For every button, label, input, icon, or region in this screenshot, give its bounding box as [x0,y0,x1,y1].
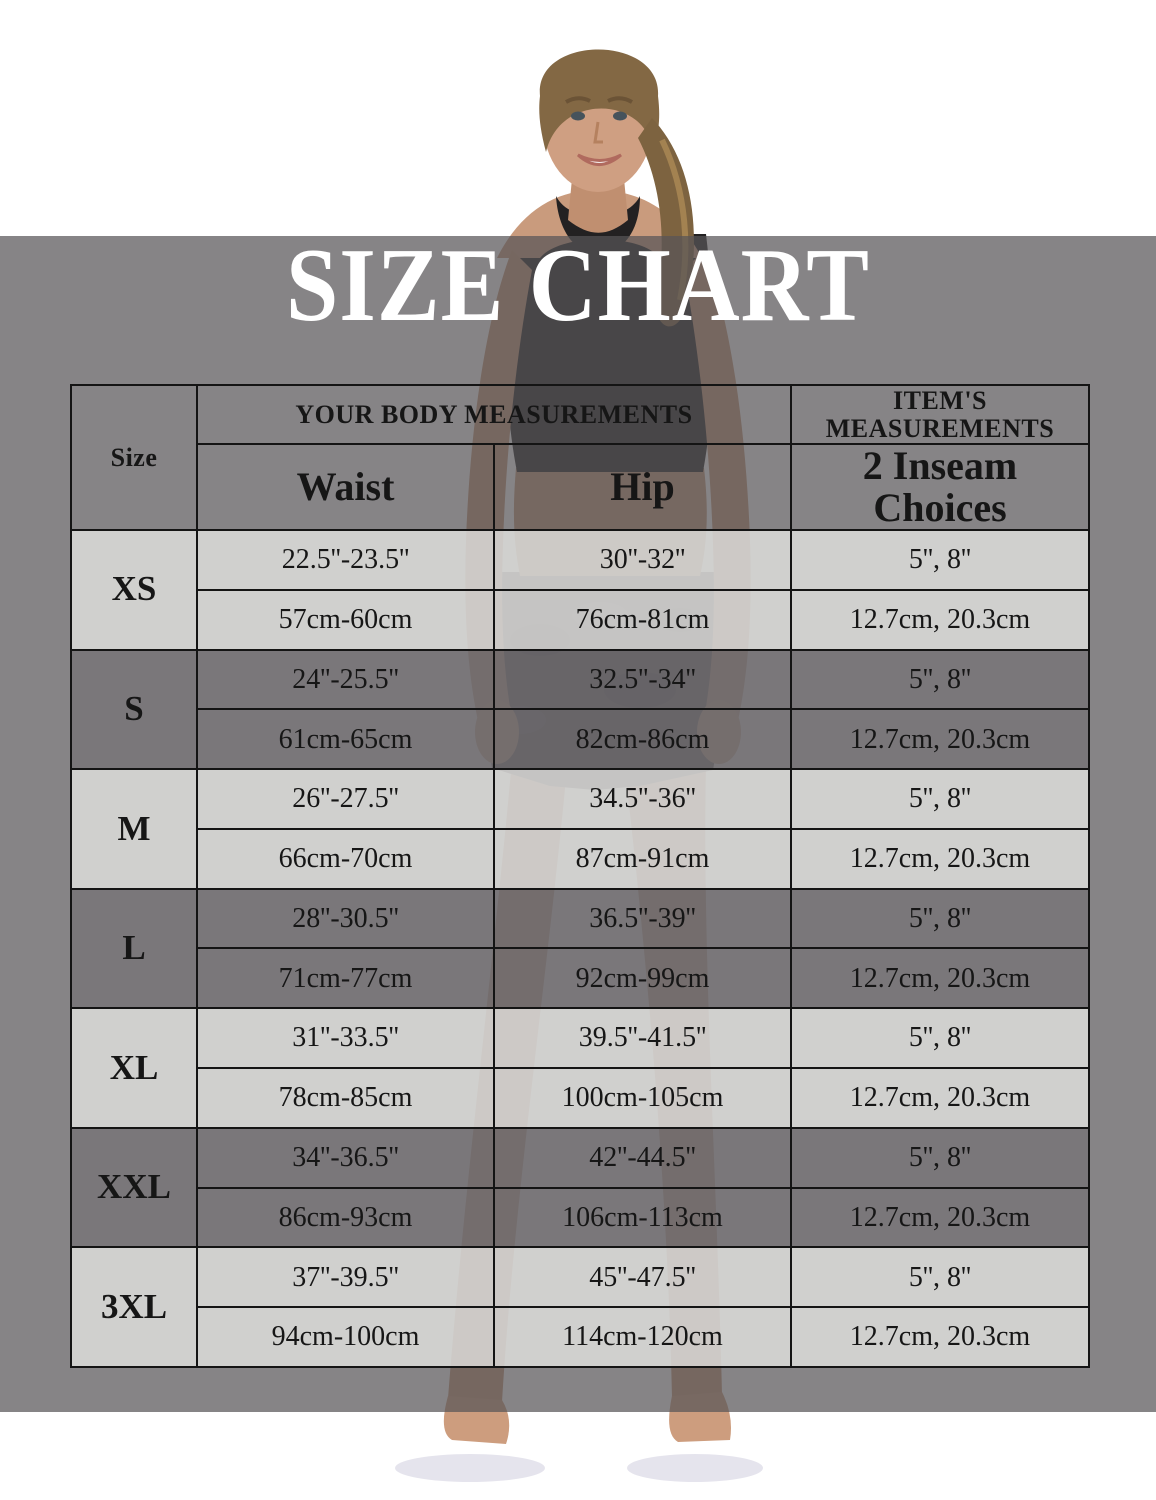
cell-waist-cm: 86cm-93cm [197,1188,494,1248]
size-table-body [71,385,1089,1367]
cell-waist-inches: 22.5''-23.5'' [197,530,494,590]
page-title: SIZE CHART [286,226,870,344]
cell-hip-cm: 76cm-81cm [494,590,791,650]
cell-waist-cm: 66cm-70cm [197,829,494,889]
cell-waist-inches: 26''-27.5'' [197,769,494,829]
size-label: 3XL [71,1247,197,1367]
floor-reflection [627,1454,763,1482]
size-chart-table [70,384,1090,1368]
cell-hip-inches: 32.5''-34'' [494,650,791,710]
cell-waist-cm: 61cm-65cm [197,709,494,769]
cell-hip-inches: 30''-32'' [494,530,791,590]
cell-hip-inches: 42''-44.5'' [494,1128,791,1188]
floor-reflection [395,1454,545,1482]
waist-column-header: Waist [197,444,494,530]
item-measurements-group-header: ITEM'S MEASUREMENTS [791,385,1089,444]
size-label: S [71,650,197,770]
cell-waist-inches: 34''-36.5'' [197,1128,494,1188]
cell-inseam-inches: 5'', 8'' [791,1247,1089,1307]
cell-hip-inches: 34.5''-36'' [494,769,791,829]
size-label: M [71,769,197,889]
cell-inseam-inches: 5'', 8'' [791,1128,1089,1188]
cell-waist-inches: 31''-33.5'' [197,1008,494,1068]
hip-column-header: Hip [494,444,791,530]
cell-inseam-cm: 12.7cm, 20.3cm [791,1068,1089,1128]
cell-hip-cm: 100cm-105cm [494,1068,791,1128]
cell-waist-inches: 37''-39.5'' [197,1247,494,1307]
cell-hip-cm: 82cm-86cm [494,709,791,769]
cell-hip-cm: 87cm-91cm [494,829,791,889]
cell-inseam-cm: 12.7cm, 20.3cm [791,948,1089,1008]
cell-inseam-cm: 12.7cm, 20.3cm [791,1188,1089,1248]
model-eye [613,112,627,121]
cell-hip-cm: 114cm-120cm [494,1307,791,1367]
size-column-header: Size [71,385,197,530]
cell-hip-cm: 92cm-99cm [494,948,791,1008]
size-label: XXL [71,1128,197,1248]
cell-waist-cm: 78cm-85cm [197,1068,494,1128]
cell-inseam-inches: 5'', 8'' [791,1008,1089,1068]
cell-inseam-cm: 12.7cm, 20.3cm [791,590,1089,650]
cell-inseam-cm: 12.7cm, 20.3cm [791,709,1089,769]
cell-inseam-inches: 5'', 8'' [791,530,1089,590]
cell-waist-cm: 94cm-100cm [197,1307,494,1367]
cell-inseam-inches: 5'', 8'' [791,889,1089,949]
cell-inseam-inches: 5'', 8'' [791,650,1089,710]
cell-inseam-cm: 12.7cm, 20.3cm [791,829,1089,889]
model-eye [571,112,585,121]
cell-waist-cm: 71cm-77cm [197,948,494,1008]
body-measurements-group-header: YOUR BODY MEASUREMENTS [197,385,791,444]
cell-waist-inches: 24''-25.5'' [197,650,494,710]
size-label: XL [71,1008,197,1128]
size-label: XS [71,530,197,650]
cell-hip-cm: 106cm-113cm [494,1188,791,1248]
cell-inseam-cm: 12.7cm, 20.3cm [791,1307,1089,1367]
cell-waist-inches: 28''-30.5'' [197,889,494,949]
inseam-column-header: 2 Inseam Choices [791,444,1089,530]
cell-inseam-inches: 5'', 8'' [791,769,1089,829]
size-label: L [71,889,197,1009]
cell-waist-cm: 57cm-60cm [197,590,494,650]
cell-hip-inches: 36.5''-39'' [494,889,791,949]
cell-hip-inches: 39.5''-41.5'' [494,1008,791,1068]
cell-hip-inches: 45''-47.5'' [494,1247,791,1307]
